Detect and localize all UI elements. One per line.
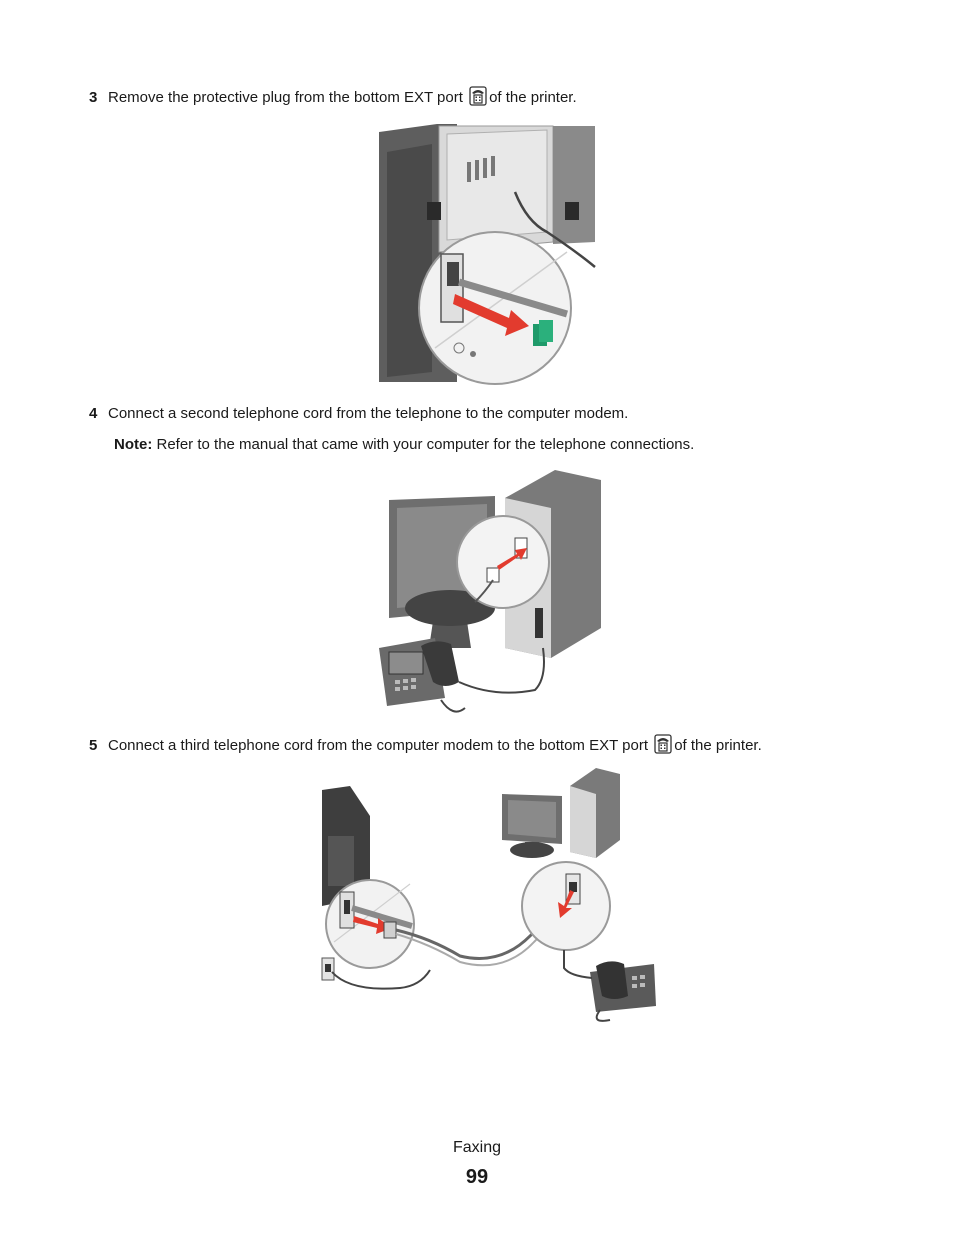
step-text: Connect a third telephone cord from the computer modem to the bottom EXT port [108,737,649,754]
step-text-end: of the printer. [674,737,762,754]
step-number: 4 [89,405,98,422]
step-number: 3 [89,89,98,106]
step-text: Remove the protective plug from the bottom EXT port [108,89,463,106]
step-4 [89,404,628,424]
footer-section-title: Faxing [452,1139,502,1156]
step-3 [89,86,577,112]
note-label: Note: [114,436,153,453]
page-number: 99 [465,1166,489,1188]
figure-telephone-to-modem [375,468,605,720]
step-number: 5 [89,737,98,754]
figure-remove-plug [377,122,597,388]
note [114,435,694,455]
telephone-port-icon [654,734,672,760]
figure-modem-to-printer [320,766,660,1026]
step-5 [89,734,762,760]
step-text: Connect a second telephone cord from the telephone to the computer modem. [108,405,629,422]
step-text-end: of the printer. [489,89,577,106]
note-text: Refer to the manual that came with your computer for the telephone connections. [156,436,695,453]
telephone-port-icon [469,86,487,112]
